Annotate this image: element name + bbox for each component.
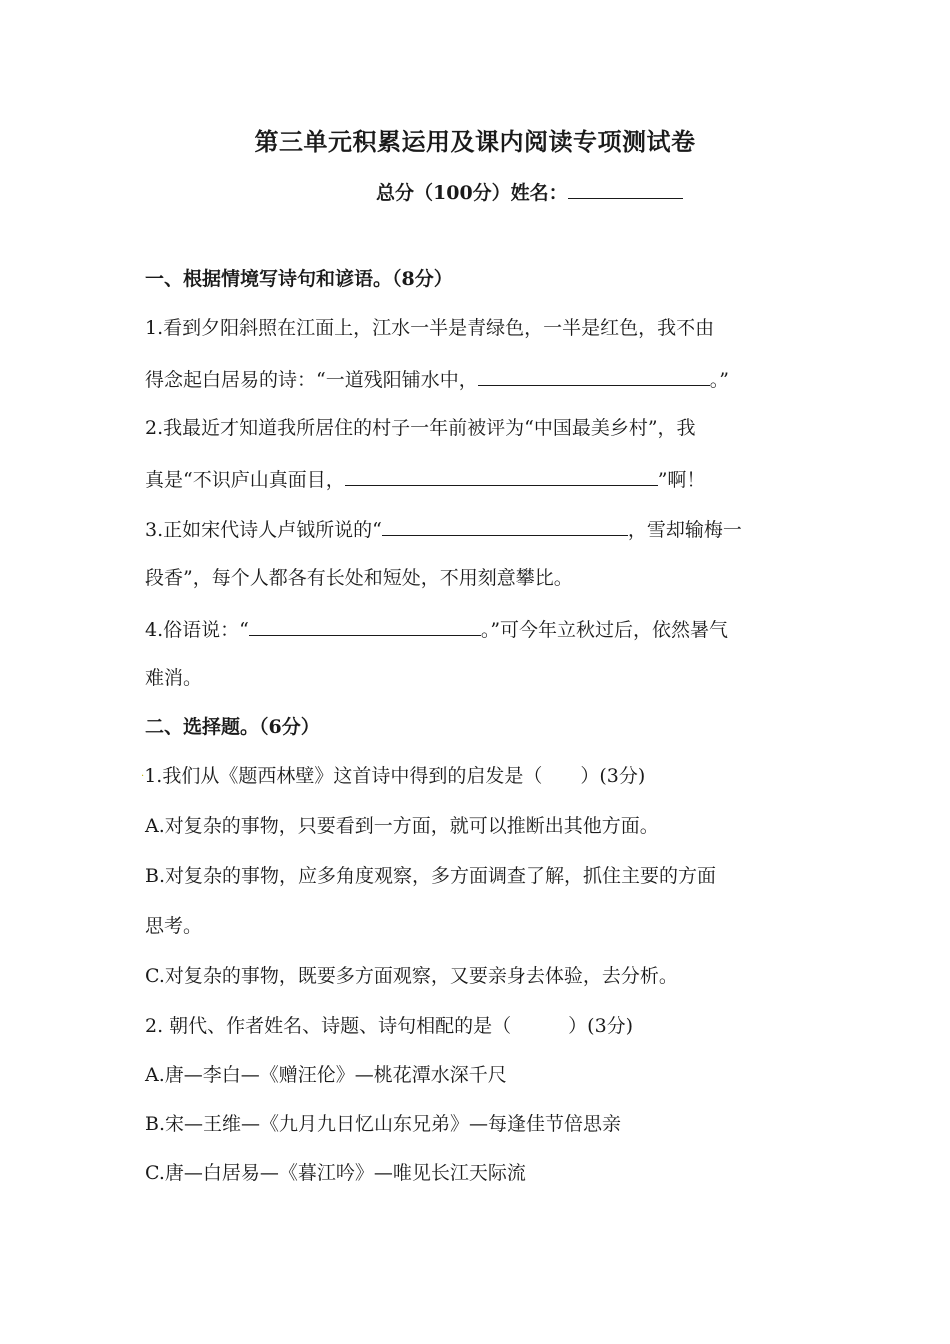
score-name-line: [376, 178, 683, 205]
s2-q1-option-b-line2: 思考。: [145, 915, 203, 937]
s1-q2-line2: [145, 465, 810, 493]
s1-q1-line1: 1.看到夕阳斜照在江面上，江水一半是青绿色，一半是红色，我不由: [145, 317, 715, 339]
s1-q2-blank[interactable]: [345, 465, 658, 486]
s1-q1-blank[interactable]: [478, 365, 710, 386]
s2-q1-stem-line: [141, 763, 806, 790]
s1-q3-end: ，雪却输梅一: [627, 518, 742, 541]
s1-q2-end: ”啊！: [657, 468, 706, 491]
s2-q1-option-b-line1: B.对复杂的事物，应多角度观察，多方面调查了解，抓住主要的方面: [145, 865, 717, 887]
s2-q2-option-b: B.宋—王维—《九月九日忆山东兄弟》—每逢佳节倍思亲: [145, 1113, 622, 1135]
s2-q2-option-c: C.唐—白居易—《暮江吟》—唯见长江天际流: [145, 1162, 526, 1184]
s1-q1-line2: [145, 365, 810, 393]
mark-dot: ·: [141, 771, 145, 782]
s2-q2-option-a: A.唐—李白—《赠汪伦》—桃花潭水深千尺: [145, 1064, 507, 1086]
page-title: 第三单元积累运用及课内阅读专项测试卷: [254, 127, 696, 156]
score-name-label: 总分（100分）姓名：: [376, 182, 568, 204]
s1-q2-text: 真是“不识庐山真面目，: [145, 468, 345, 491]
s2-q1-option-a: A.对复杂的事物，只要看到一方面，就可以推断出其他方面。: [145, 815, 659, 837]
section2-heading: 二、选择题。（6分）: [145, 716, 320, 738]
section1-heading: 一、根据情境写诗句和谚语。（8分）: [145, 268, 453, 290]
s1-q3-line2: 段香”，每个人都各有长处和短处，不用刻意攀比。: [145, 567, 573, 589]
s1-q3-text: 3.正如宋代诗人卢钺所说的“: [145, 518, 382, 541]
s2-q1-stem: 1.我们从《题西林壁》这首诗中得到的启发是（ ）(3分): [144, 765, 646, 787]
s1-q4-blank[interactable]: [249, 615, 481, 636]
name-blank[interactable]: [568, 178, 683, 199]
s1-q3-blank[interactable]: [382, 515, 628, 536]
s1-q2-line1: 2.我最近才知道我所居住的村子一年前被评为“中国最美乡村”，我: [145, 417, 696, 439]
s1-q3-line1: [145, 515, 810, 543]
s1-q1-end: 。”: [709, 368, 729, 391]
s1-q4-line2: 难消。: [145, 667, 203, 689]
s2-q1-option-c: C.对复杂的事物，既要多方面观察，又要亲身去体验，去分析。: [145, 965, 678, 987]
s1-q4-text: 4.俗语说：“: [145, 618, 249, 641]
s2-q2-stem: 2. 朝代、作者姓名、诗题、诗句相配的是（ ）(3分): [145, 1015, 634, 1037]
s1-q4-line1: [145, 615, 810, 643]
s1-q1-text: 得念起白居易的诗：“一道残阳铺水中，: [145, 368, 478, 391]
s1-q4-end: 。”可今年立秋过后，依然暑气: [480, 618, 729, 641]
